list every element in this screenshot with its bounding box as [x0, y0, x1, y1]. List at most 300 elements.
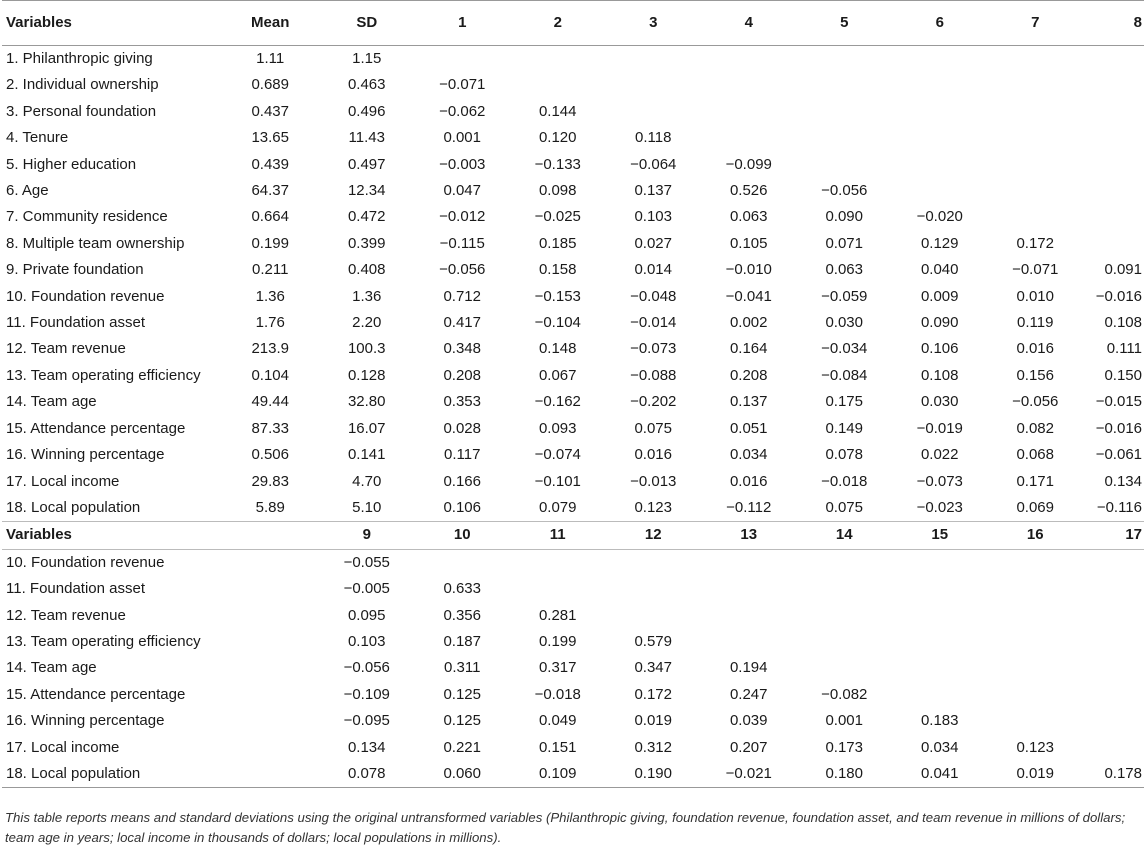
- table-cell: 0.016: [729, 472, 768, 490]
- variable-label: 14. Team age: [6, 393, 97, 411]
- table-cell: 0.496: [347, 102, 386, 120]
- table-cell: −0.048: [630, 287, 677, 305]
- variable-label: 12. Team revenue: [6, 606, 126, 624]
- table-cell: 0.347: [634, 659, 672, 677]
- table-cell: [892, 629, 988, 655]
- table-cell: [892, 655, 988, 681]
- table-cell: [1083, 655, 1144, 681]
- table-cell: −0.116: [1096, 498, 1142, 516]
- table-cell: 0.016: [634, 446, 672, 464]
- variable-label: 16. Winning percentage: [6, 712, 165, 730]
- table-row: [2, 708, 1144, 734]
- table-cell: [987, 72, 1083, 98]
- table-cell: [1083, 231, 1144, 257]
- table-cell: [796, 549, 892, 576]
- variable-label: 11. Foundation asset: [6, 314, 145, 332]
- column-header: Mean: [221, 1, 319, 46]
- variable-label: 10. Foundation revenue: [6, 553, 165, 571]
- table-cell: −0.056: [1012, 393, 1059, 411]
- table-cell: 0.150: [1104, 366, 1142, 384]
- table-cell: 0.172: [1016, 234, 1054, 252]
- table-row: [2, 682, 1144, 708]
- column-header-variables: Variables: [2, 1, 221, 46]
- table-row: [2, 469, 1144, 495]
- table-cell: 0.281: [538, 606, 577, 624]
- column-header: 15: [892, 522, 988, 549]
- table-cell: 0.027: [634, 234, 672, 252]
- table-cell: 0.128: [347, 366, 386, 384]
- table-cell: −0.104: [534, 314, 581, 332]
- variable-label: 1. Philanthropic giving: [6, 50, 153, 67]
- table-cell: [221, 682, 319, 708]
- column-header-variables: Variables: [2, 522, 221, 549]
- table-cell: −0.061: [1095, 446, 1142, 464]
- table-cell: 0.111: [1106, 340, 1142, 358]
- table-row: [2, 152, 1144, 178]
- column-header: 6: [892, 1, 988, 46]
- variable-label: 17. Local income: [6, 472, 120, 490]
- table-cell: 0.712: [443, 287, 481, 305]
- table-cell: 0.137: [634, 182, 672, 200]
- table-cell: 0.633: [443, 580, 481, 598]
- column-header: 11: [510, 522, 606, 549]
- table-cell: 16.07: [347, 419, 386, 437]
- table-cell: −0.012: [439, 208, 486, 226]
- table-cell: 1.11: [256, 50, 285, 67]
- table-cell: 0.019: [634, 712, 672, 730]
- table-cell: 0.185: [538, 234, 577, 252]
- column-header: 12: [605, 522, 701, 549]
- table-cell: 0.028: [443, 419, 481, 437]
- table-cell: −0.015: [1095, 393, 1142, 411]
- table-cell: 0.068: [1016, 446, 1054, 464]
- table-cell: [221, 708, 319, 734]
- table-footnote: This table reports means and standard deviations using the original untransformed variables (Philanthropic giving, foundation revenue, foundation asset, and team revenue in millions of dollars; team age in years; local income in thousands of dollars; local populations in millions).: [5, 810, 1126, 845]
- table-cell: [414, 549, 510, 576]
- table-cell: 0.063: [729, 208, 768, 226]
- table-cell: [987, 576, 1083, 602]
- table-cell: [605, 72, 701, 98]
- table-cell: −0.025: [534, 208, 581, 226]
- correlation-table: [2, 0, 1144, 788]
- table-row: [2, 655, 1144, 681]
- column-header: SD: [319, 1, 415, 46]
- table-cell: 0.105: [729, 234, 768, 252]
- variable-label: 5. Higher education: [6, 155, 137, 173]
- table-cell: 0.075: [825, 498, 863, 516]
- table-cell: 0.579: [634, 632, 672, 650]
- table-cell: −0.095: [343, 712, 390, 730]
- table-cell: 0.067: [538, 366, 577, 384]
- table-cell: 0.156: [1016, 366, 1054, 384]
- variable-label: 18. Local population: [6, 498, 141, 516]
- variable-label: 11. Foundation asset: [6, 580, 145, 598]
- table-cell: [796, 576, 892, 602]
- table-row: [2, 178, 1144, 204]
- table-cell: [796, 125, 892, 151]
- table-cell: [701, 72, 797, 98]
- table-cell: 0.095: [347, 606, 386, 624]
- table-cell: −0.202: [630, 393, 677, 411]
- table-cell: [796, 152, 892, 178]
- table-cell: −0.018: [821, 472, 868, 490]
- table-cell: 87.33: [251, 419, 289, 437]
- table-cell: [1083, 629, 1144, 655]
- variable-label: 15. Attendance percentage: [6, 685, 186, 703]
- table-cell: 0.149: [825, 419, 863, 437]
- table-cell: 0.247: [729, 685, 768, 703]
- variable-label: 13. Team operating efficiency: [6, 366, 201, 384]
- column-header: 14: [796, 522, 892, 549]
- table-cell: −0.005: [343, 580, 390, 598]
- variable-label: 14. Team age: [6, 659, 97, 677]
- table-row: [2, 310, 1144, 336]
- table-cell: [701, 125, 797, 151]
- table-cell: −0.018: [534, 685, 581, 703]
- table-cell: 0.348: [443, 340, 481, 358]
- table-cell: 0.134: [347, 738, 386, 756]
- table-cell: 0.144: [538, 102, 577, 120]
- table-cell: 0.106: [920, 340, 959, 358]
- variable-label: 9. Private foundation: [6, 261, 144, 279]
- table-cell: [414, 46, 510, 73]
- table-row: [2, 416, 1144, 442]
- table-cell: [1083, 603, 1144, 629]
- table-row: [2, 99, 1144, 125]
- table-cell: 0.078: [825, 446, 863, 464]
- table-cell: 0.090: [825, 208, 863, 226]
- table-row: [2, 231, 1144, 257]
- table-cell: [1083, 735, 1144, 761]
- table-cell: 0.103: [634, 208, 672, 226]
- table-cell: −0.099: [725, 155, 772, 173]
- table-cell: −0.016: [1095, 287, 1142, 305]
- table-cell: 1.36: [255, 287, 285, 305]
- table-cell: [892, 603, 988, 629]
- table-cell: 0.208: [443, 366, 481, 384]
- table-cell: [796, 655, 892, 681]
- table-cell: [892, 72, 988, 98]
- table-cell: [221, 629, 319, 655]
- table-cell: −0.084: [821, 366, 868, 384]
- table-row: [2, 442, 1144, 468]
- variable-label: 18. Local population: [2, 761, 221, 788]
- table-cell: 0.353: [443, 393, 481, 411]
- table-cell: [605, 603, 701, 629]
- table-cell: 0.034: [920, 738, 959, 756]
- variable-label: 6. Age: [6, 182, 49, 200]
- table-cell: [701, 603, 797, 629]
- table-cell: 0.001: [825, 712, 863, 730]
- table-cell: [892, 125, 988, 151]
- table-row: [2, 549, 1144, 576]
- table-cell: 0.091: [1104, 261, 1142, 279]
- table-cell: [1083, 152, 1144, 178]
- table-cell: [605, 46, 701, 73]
- table-cell: 0.125: [443, 712, 481, 730]
- table-cell: −0.162: [534, 393, 581, 411]
- table-cell: 0.141: [347, 446, 386, 464]
- table-cell: [221, 735, 319, 761]
- table-cell: 0.039: [729, 712, 768, 730]
- table-cell: 0.103: [347, 632, 386, 650]
- table-cell: [1083, 99, 1144, 125]
- column-header: 8: [1083, 1, 1144, 46]
- table-cell: 0.221: [443, 738, 481, 756]
- table-cell: −0.064: [630, 155, 677, 173]
- table-cell: [892, 99, 988, 125]
- table-cell: −0.034: [821, 340, 868, 358]
- table-cell: 0.175: [825, 393, 863, 411]
- table-cell: [892, 682, 988, 708]
- table-cell: −0.056: [439, 261, 486, 279]
- table-cell: [701, 99, 797, 125]
- table-cell: −0.023: [916, 498, 963, 516]
- table-cell: −0.088: [630, 366, 677, 384]
- table-cell: [605, 99, 701, 125]
- table-cell: 0.207: [729, 738, 768, 756]
- table-cell: 100.3: [347, 340, 386, 358]
- table-row: [2, 336, 1144, 362]
- table-cell: 0.120: [538, 129, 577, 147]
- table-cell: −0.073: [630, 340, 677, 358]
- table-cell: 0.118: [635, 129, 672, 147]
- table-cell: [987, 708, 1083, 734]
- table-cell: 0.164: [729, 340, 768, 358]
- table-cell: 0.208: [729, 366, 768, 384]
- table-cell: 0.125: [443, 685, 481, 703]
- table-cell: 0.194: [729, 659, 768, 677]
- table-cell: −0.133: [534, 155, 581, 173]
- table-row: [2, 363, 1144, 389]
- variable-label: 3. Personal foundation: [6, 102, 157, 120]
- variable-label: 13. Team operating efficiency: [6, 632, 201, 650]
- table-cell: 0.408: [347, 261, 386, 279]
- table-cell: 0.051: [729, 419, 768, 437]
- table-row: [2, 629, 1144, 655]
- table-cell: 0.173: [825, 738, 863, 756]
- table-cell: [796, 603, 892, 629]
- table-cell: 32.80: [347, 393, 386, 411]
- table-cell: 0.497: [347, 155, 386, 173]
- table-cell: [987, 152, 1083, 178]
- table-row: [2, 72, 1144, 98]
- table-cell: 0.047: [443, 182, 481, 200]
- table-cell: [701, 629, 797, 655]
- table-cell: 49.44: [251, 393, 289, 411]
- table-cell: 1.76: [255, 314, 285, 332]
- table-cell: −0.021: [701, 761, 797, 788]
- table-cell: −0.056: [343, 659, 390, 677]
- table-cell: −0.082: [821, 685, 868, 703]
- table-cell: [987, 125, 1083, 151]
- table-cell: 0.148: [538, 340, 577, 358]
- table-cell: 29.83: [251, 472, 289, 490]
- table-cell: [987, 204, 1083, 230]
- table-cell: 0.082: [1016, 419, 1054, 437]
- table-cell: [1083, 125, 1144, 151]
- table-row: [2, 735, 1144, 761]
- table-cell: 0.137: [729, 393, 768, 411]
- table-cell: [892, 152, 988, 178]
- table-cell: 0.109: [510, 761, 606, 788]
- table-cell: [1083, 178, 1144, 204]
- table-cell: [1083, 46, 1144, 73]
- table-cell: 0.034: [729, 446, 768, 464]
- table-cell: [1083, 549, 1144, 576]
- variable-label: 8. Multiple team ownership: [6, 234, 185, 252]
- table-cell: 0.190: [605, 761, 701, 788]
- column-header: 2: [510, 1, 606, 46]
- table-cell: 0.158: [538, 261, 577, 279]
- table-cell: [987, 99, 1083, 125]
- table-cell: 0.526: [729, 182, 768, 200]
- column-header: 10: [414, 522, 510, 549]
- table-cell: −0.062: [439, 102, 486, 120]
- table-cell: −0.056: [821, 182, 868, 200]
- table-cell: 0.071: [825, 234, 863, 252]
- table-cell: 0.211: [252, 261, 289, 279]
- table-cell: 0.199: [251, 234, 289, 252]
- table-cell: 0.664: [251, 208, 289, 226]
- table-cell: [701, 549, 797, 576]
- variable-label: 16. Winning percentage: [6, 446, 165, 464]
- table-cell: 0.172: [634, 685, 672, 703]
- table-cell: [221, 603, 319, 629]
- table-cell: 0.001: [443, 129, 481, 147]
- table-cell: [1083, 682, 1144, 708]
- table-cell: [1083, 708, 1144, 734]
- table-cell: 11.43: [348, 129, 385, 147]
- table-cell: −0.101: [534, 472, 581, 490]
- table-cell: 2.20: [352, 314, 382, 332]
- table-cell: 0.108: [920, 366, 959, 384]
- table-cell: 5.10: [352, 498, 382, 516]
- table-row: [2, 125, 1144, 151]
- table-cell: [510, 549, 606, 576]
- table-cell: [510, 72, 606, 98]
- table-cell: [987, 178, 1083, 204]
- table-cell: 0.123: [1016, 738, 1054, 756]
- table-cell: 0.180: [796, 761, 892, 788]
- table-cell: 0.463: [347, 76, 386, 94]
- table-cell: −0.074: [534, 446, 581, 464]
- variable-label: 15. Attendance percentage: [6, 419, 186, 437]
- table-row: [2, 257, 1144, 283]
- table-cell: 0.104: [251, 366, 289, 384]
- column-header: 13: [701, 522, 797, 549]
- table-cell: [892, 178, 988, 204]
- table-cell: 0.060: [414, 761, 510, 788]
- table-cell: [892, 549, 988, 576]
- table-cell: [1083, 72, 1144, 98]
- table-cell: 0.030: [920, 393, 959, 411]
- table-cell: [605, 576, 701, 602]
- table-cell: 0.506: [251, 446, 289, 464]
- table-cell: [987, 629, 1083, 655]
- table-cell: 0.171: [1016, 472, 1054, 490]
- table-cell: 64.37: [251, 182, 289, 200]
- table-cell: [796, 629, 892, 655]
- table-cell: [987, 549, 1083, 576]
- table-cell: [605, 549, 701, 576]
- table-cell: [987, 46, 1083, 73]
- column-header: [221, 522, 319, 549]
- table-cell: 0.689: [251, 76, 289, 94]
- table-cell: 5.89: [255, 498, 285, 516]
- table-cell: −0.055: [343, 553, 390, 571]
- table-cell: [796, 99, 892, 125]
- table-row: [2, 284, 1144, 310]
- table-row: [2, 204, 1144, 230]
- table-cell: [221, 761, 319, 788]
- table-cell: −0.003: [439, 155, 486, 173]
- variable-label: 2. Individual ownership: [6, 76, 159, 94]
- table-cell: 0.010: [1016, 287, 1054, 305]
- table-cell: 0.356: [443, 606, 481, 624]
- column-header: 7: [987, 1, 1083, 46]
- column-header: 4: [701, 1, 797, 46]
- table-cell: −0.071: [1012, 261, 1059, 279]
- table-cell: −0.014: [630, 314, 677, 332]
- table-row: [2, 46, 1144, 73]
- table-cell: [1083, 204, 1144, 230]
- table-cell: [1083, 576, 1144, 602]
- table-cell: 0.399: [347, 234, 386, 252]
- table-cell: −0.059: [821, 287, 868, 305]
- table-cell: [796, 46, 892, 73]
- table-cell: 0.439: [251, 155, 289, 173]
- table-cell: [987, 682, 1083, 708]
- table-cell: 0.199: [538, 632, 577, 650]
- table-cell: 0.063: [825, 261, 863, 279]
- table-cell: 0.312: [634, 738, 672, 756]
- table-cell: [221, 576, 319, 602]
- table-cell: 1.36: [352, 287, 382, 305]
- table-cell: [510, 46, 606, 73]
- column-header: 17: [1083, 522, 1144, 549]
- table-cell: [987, 655, 1083, 681]
- table-cell: 0.078: [319, 761, 415, 788]
- table-cell: 0.075: [634, 419, 672, 437]
- header-row: [2, 522, 1144, 549]
- column-header: 5: [796, 1, 892, 46]
- table-cell: −0.041: [725, 287, 772, 305]
- table-cell: 0.049: [538, 712, 577, 730]
- table-cell: 0.016: [1016, 340, 1054, 358]
- table-cell: 0.472: [347, 208, 386, 226]
- table-cell: −0.115: [439, 234, 485, 252]
- variable-label: 10. Foundation revenue: [6, 287, 165, 305]
- table-cell: 0.317: [538, 659, 577, 677]
- table-cell: −0.020: [916, 208, 963, 226]
- table-cell: 0.022: [920, 446, 959, 464]
- table-cell: 0.123: [634, 498, 672, 516]
- table-cell: −0.073: [916, 472, 963, 490]
- table-cell: 0.002: [729, 314, 768, 332]
- table-cell: −0.016: [1095, 419, 1142, 437]
- table-cell: −0.019: [916, 419, 963, 437]
- table-cell: 4.70: [352, 472, 382, 490]
- table-cell: [796, 72, 892, 98]
- table-cell: 0.014: [634, 261, 672, 279]
- table-cell: [987, 603, 1083, 629]
- table-cell: 0.098: [538, 182, 577, 200]
- table-cell: [701, 576, 797, 602]
- column-header: 1: [414, 1, 510, 46]
- table-row: [2, 389, 1144, 415]
- table-cell: 0.166: [443, 472, 481, 490]
